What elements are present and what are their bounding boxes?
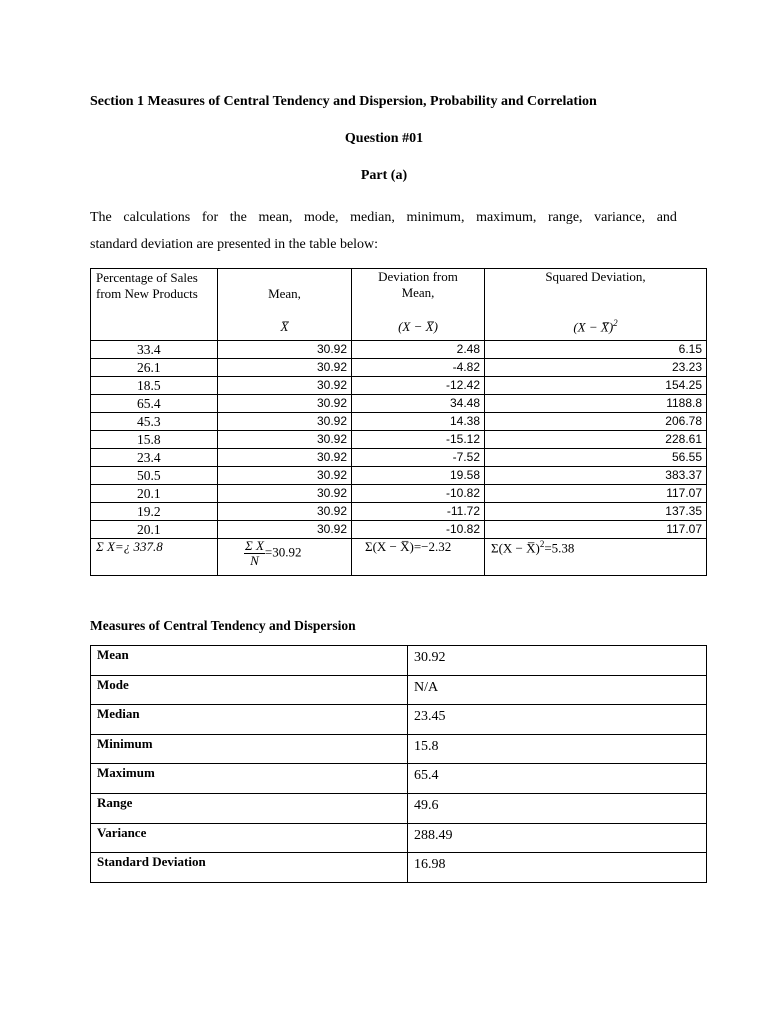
header-mean-symbol: X̅ [280,319,289,334]
calc-data-row [91,359,707,377]
deviation-value: 14.38 [352,413,485,431]
measures-row [91,734,707,764]
mean-value: 30.92 [218,485,352,503]
sales-value: 26.1 [91,359,218,377]
sales-value: 18.5 [91,377,218,395]
calc-data-row [91,431,707,449]
sales-value: 33.4 [91,341,218,359]
mean-value: 30.92 [218,413,352,431]
mean-value: 30.92 [218,521,352,539]
deviation-value: -15.12 [352,431,485,449]
measure-value: 15.8 [408,734,707,764]
intro-word: mode, [303,210,339,225]
measure-value: 23.45 [408,705,707,735]
header-squared-deviation [485,269,707,341]
sales-value: 20.1 [91,521,218,539]
calculation-table [90,268,707,576]
question-title: Question #01 [344,131,424,146]
calc-data-row [91,503,707,521]
measures-table [90,645,707,883]
calc-data-row [91,467,707,485]
intro-line-1 [90,204,677,231]
intro-word: range, [547,210,583,225]
sum-x: Σ X=¿ 337.8 [91,539,218,576]
measures-heading: Measures of Central Tendency and Dispersion [90,618,356,633]
squared-deviation-value: 206.78 [485,413,707,431]
measures-row [91,764,707,794]
measure-label: Standard Deviation [91,853,408,883]
header-deviation-symbol: (X − X̅) [398,319,438,334]
squared-deviation-value: 1188.8 [485,395,707,413]
sales-value: 65.4 [91,395,218,413]
squared-deviation-value: 154.25 [485,377,707,395]
measures-row [91,793,707,823]
sum-deviation: Σ(X − X̅)=−2.32 [352,539,485,576]
mean-value: 30.92 [218,503,352,521]
intro-word: the [229,210,247,225]
intro-word: maximum, [476,210,537,225]
measures-row [91,853,707,883]
measure-value: 30.92 [408,646,707,676]
calc-data-row [91,341,707,359]
header-deviation-label: Deviation from Mean, [378,269,458,300]
mean-value: 30.92 [218,395,352,413]
sum-squared-deviation: Σ(X − X̅)$^2$=5.38 [485,539,707,576]
measure-value: 65.4 [408,764,707,794]
measure-label: Mean [91,646,408,676]
measures-row [91,646,707,676]
mean-value: 30.92 [218,467,352,485]
sales-value: 50.5 [91,467,218,485]
mean-value: 30.92 [218,377,352,395]
intro-line-2: standard deviation are presented in the table below: [90,237,379,252]
intro-word: for [201,210,219,225]
section-heading: Section 1 Measures of Central Tendency and Dispersion, Probability and Correlation [90,94,597,109]
header-squared-symbol: (X − X̅)$^2$ [573,317,618,334]
deviation-value: 19.58 [352,467,485,485]
sales-value: 45.3 [91,413,218,431]
mean-value: 30.92 [218,449,352,467]
header-squared-label: Squared Deviation, [545,269,646,284]
calc-header-row [91,269,707,341]
measures-row [91,823,707,853]
calc-data-row [91,485,707,503]
intro-paragraph [90,204,677,258]
header-mean [218,269,352,341]
squared-deviation-value: 6.15 [485,341,707,359]
deviation-value: 2.48 [352,341,485,359]
measures-row [91,705,707,735]
calc-data-row [91,377,707,395]
sales-value: 23.4 [91,449,218,467]
sum-mean: $\frac{\text{Σ X}}{N}$ =30.92 [218,539,352,576]
squared-deviation-value: 23.23 [485,359,707,377]
header-deviation [352,269,485,341]
squared-deviation-value: 117.07 [485,485,707,503]
measure-value: N/A [408,675,707,705]
measure-label: Median [91,705,408,735]
squared-deviation-value: 117.07 [485,521,707,539]
measure-label: Variance [91,823,408,853]
squared-deviation-value: 383.37 [485,467,707,485]
measures-row [91,675,707,705]
mean-value: 30.92 [218,341,352,359]
mean-value: 30.92 [218,431,352,449]
measure-label: Maximum [91,764,408,794]
intro-word: median, [350,210,395,225]
header-mean-label: Mean, [268,286,301,301]
deviation-value: 34.48 [352,395,485,413]
deviation-value: -11.72 [352,503,485,521]
header-sales-percentage: Percentage of Sales from New Products [91,269,218,341]
measure-label: Range [91,793,408,823]
calc-data-row [91,449,707,467]
calc-data-row [91,413,707,431]
intro-word: variance, [594,210,646,225]
calc-data-row [91,521,707,539]
sales-value: 15.8 [91,431,218,449]
measure-value: 49.6 [408,793,707,823]
intro-word: and [656,210,677,225]
sales-value: 20.1 [91,485,218,503]
measure-label: Mode [91,675,408,705]
measure-value: 288.49 [408,823,707,853]
squared-deviation-value: 56.55 [485,449,707,467]
deviation-value: -10.82 [352,485,485,503]
deviation-value: -12.42 [352,377,485,395]
calc-data-row [91,395,707,413]
deviation-value: -4.82 [352,359,485,377]
part-title: Part (a) [360,168,408,183]
deviation-value: -7.52 [352,449,485,467]
deviation-value: -10.82 [352,521,485,539]
intro-word: mean, [258,210,293,225]
intro-word: calculations [123,210,191,225]
measure-label: Minimum [91,734,408,764]
sales-value: 19.2 [91,503,218,521]
mean-value: 30.92 [218,359,352,377]
intro-word: minimum, [406,210,465,225]
calc-sum-row [91,539,707,576]
intro-word: The [90,210,112,225]
squared-deviation-value: 137.35 [485,503,707,521]
measure-value: 16.98 [408,853,707,883]
squared-deviation-value: 228.61 [485,431,707,449]
